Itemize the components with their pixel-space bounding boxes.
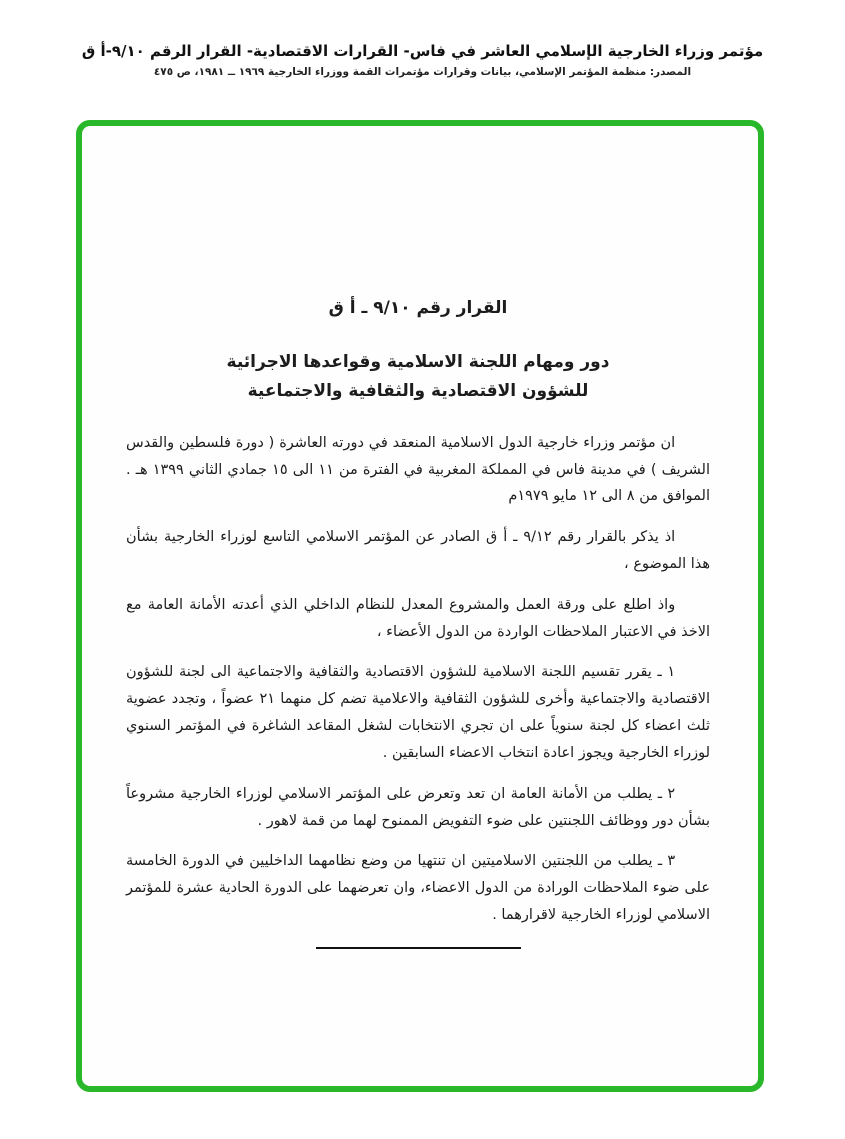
paragraph-clause-2: ٢ ـ يطلب من الأمانة العامة ان تعد وتعرض على المؤتمر الاسلامي لوزراء الخارجية مشروعاً بشأن دور ووظائف اللجنتين على ضوء التفويض الممنوح لهما من قمة لاهور . bbox=[126, 785, 710, 829]
paragraph-preamble-1: ان مؤتمر وزراء خارجية الدول الاسلامية المنعقد في دورته العاشرة ( دورة فلسطين والقدس الشريف ) في مدينة فاس في المملكة المغربية في الفترة من ١١ الى ١٥ جمادي الثاني ١٣٩٩ هـ . الموافق من ٨ الى ١٢ مايو ١٩٧٩م bbox=[126, 434, 710, 505]
heading-line-1: دور ومهام اللجنة الاسلامية وقواعدها الاجرائية bbox=[226, 352, 610, 372]
document-body bbox=[108, 126, 728, 1086]
end-divider-line bbox=[316, 947, 521, 949]
document-heading bbox=[126, 348, 710, 406]
page-header bbox=[0, 42, 845, 78]
paragraph-clause-1: ١ ـ يقرر تقسيم اللجنة الاسلامية للشؤون الاقتصادية والثقافية والاجتماعية الى لجنة للشؤون الاقتصادية والاجتماعية وأخرى للشؤون الثقافية والاعلامية تضم كل منهما ٢١ عضواً ، وتجدد عضوية ثلث اعضاء كل لجنة سنوياً على ان تجري الانتخابات لشغل المقاعد الشاغرة في المؤتمر السنوي لوزراء الخارجية ويجوز اعادة انتخاب الاعضاء السابقين . bbox=[126, 664, 710, 761]
paragraph-preamble-2: اذ يذكر بالقرار رقم ٩/١٢ ـ أ ق الصادر عن المؤتمر الاسلامي التاسع لوزراء الخارجية بشأن هذا الموضوع ، bbox=[126, 529, 710, 573]
paragraph-clause-3: ٣ ـ يطلب من اللجنتين الاسلاميتين ان تنتهيا من وضع نظامهما الداخليين في الدورة الخامسة على ضوء الملاحظات الورادة من الدول الاعضاء، وان تعرضهما على الدورة الحادية عشرة للمؤتمر الاسلامي لوزراء الخارجية لاقرارهما . bbox=[126, 853, 710, 923]
heading-line-2: للشؤون الاقتصادية والثقافية والاجتماعية bbox=[247, 380, 589, 401]
header-source-line: المصدر: منظمة المؤتمر الإسلامي، بيانات وقرارات مؤتمرات القمة ووزراء الخارجية ١٩٦٩ ــ ١٩٨١، ص ٤٧٥ bbox=[153, 66, 692, 78]
paragraph-preamble-3: واذ اطلع على ورقة العمل والمشروع المعدل للنظام الداخلي الذي أعدته الأمانة العامة مع الاخذ في الاعتبار الملاحظات الواردة من الدول الأعضاء ، bbox=[126, 596, 710, 640]
green-border-frame bbox=[76, 120, 764, 1092]
resolution-number: القرار رقم ٩/١٠ ـ أ ق bbox=[328, 298, 508, 318]
header-title: مؤتمر وزراء الخارجية الإسلامي العاشر في فاس- القرارات الاقتصادية- القرار الرقم ٩/١٠-أ ق bbox=[81, 42, 764, 60]
